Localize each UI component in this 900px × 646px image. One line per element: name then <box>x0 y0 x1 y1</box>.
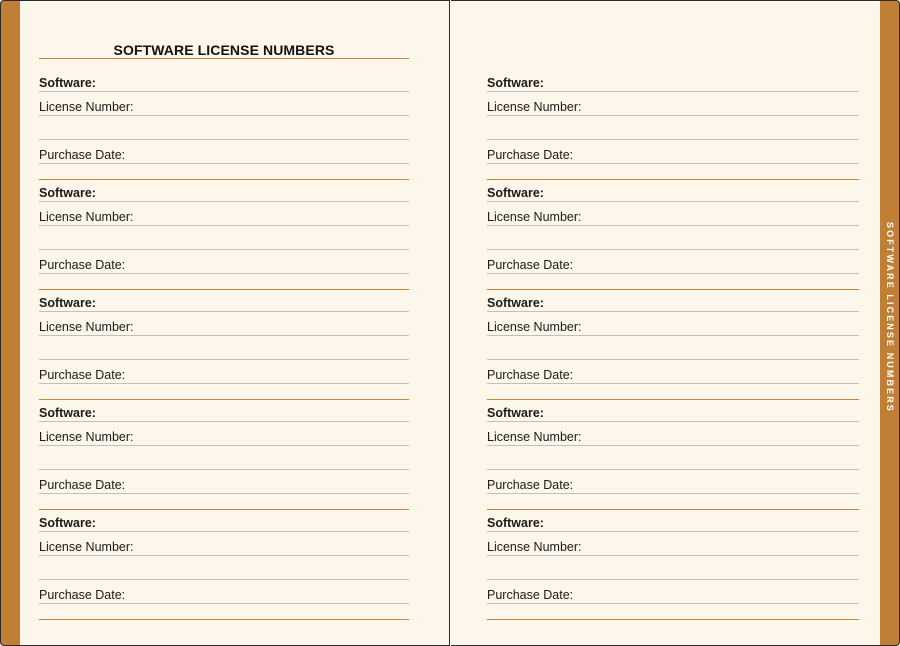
license-number-line <box>487 445 859 446</box>
software-line <box>39 421 409 422</box>
purchase-date-line <box>487 273 859 274</box>
left-page <box>20 0 450 646</box>
entry-divider <box>39 399 409 400</box>
entry-divider <box>39 619 409 620</box>
license-number-line <box>487 115 859 116</box>
license-number-line-2 <box>487 139 859 140</box>
purchase-date-line <box>39 383 409 384</box>
software-line <box>487 531 859 532</box>
purchase-date-label: Purchase Date: <box>39 368 126 382</box>
purchase-date-line <box>39 163 409 164</box>
software-label: Software: <box>487 296 544 310</box>
entry-divider <box>487 399 859 400</box>
software-label: Software: <box>39 516 96 530</box>
software-label: Software: <box>487 76 544 90</box>
purchase-date-line <box>487 493 859 494</box>
purchase-date-label: Purchase Date: <box>39 588 126 602</box>
software-line <box>39 91 409 92</box>
license-number-line <box>487 335 859 336</box>
license-number-label: License Number: <box>487 210 582 224</box>
software-label: Software: <box>39 406 96 420</box>
page-title: SOFTWARE LICENSE NUMBERS <box>113 42 335 58</box>
software-line <box>487 201 859 202</box>
license-number-line <box>39 335 409 336</box>
license-number-label: License Number: <box>39 100 134 114</box>
software-label: Software: <box>39 186 96 200</box>
license-number-line <box>487 225 859 226</box>
purchase-date-line <box>487 603 859 604</box>
license-number-line-2 <box>39 579 409 580</box>
license-number-line-2 <box>39 359 409 360</box>
purchase-date-label: Purchase Date: <box>487 258 574 272</box>
license-entry <box>39 71 409 181</box>
entry-divider <box>487 619 859 620</box>
license-number-line-2 <box>487 249 859 250</box>
software-line <box>39 531 409 532</box>
entry-divider <box>39 179 409 180</box>
software-label: Software: <box>487 406 544 420</box>
license-entry <box>39 401 409 511</box>
license-number-line-2 <box>487 359 859 360</box>
license-number-label: License Number: <box>39 540 134 554</box>
license-number-line-2 <box>39 139 409 140</box>
right-page <box>451 0 880 646</box>
software-label: Software: <box>39 76 96 90</box>
license-entry <box>487 181 859 291</box>
side-tab-label: SOFTWARE LICENSE NUMBERS <box>885 222 895 413</box>
entry-divider <box>487 289 859 290</box>
license-number-label: License Number: <box>487 540 582 554</box>
left-cover-edge <box>0 0 20 646</box>
license-number-line <box>39 115 409 116</box>
purchase-date-label: Purchase Date: <box>487 588 574 602</box>
license-entry <box>39 511 409 621</box>
license-number-line-2 <box>39 469 409 470</box>
license-number-line <box>39 555 409 556</box>
software-label: Software: <box>487 186 544 200</box>
software-line <box>39 311 409 312</box>
license-number-line-2 <box>39 249 409 250</box>
software-line <box>39 201 409 202</box>
license-number-label: License Number: <box>487 430 582 444</box>
license-number-line <box>39 225 409 226</box>
purchase-date-line <box>39 273 409 274</box>
software-line <box>487 91 859 92</box>
purchase-date-line <box>39 603 409 604</box>
entry-divider <box>39 509 409 510</box>
software-label: Software: <box>487 516 544 530</box>
purchase-date-label: Purchase Date: <box>39 478 126 492</box>
license-entry <box>487 401 859 511</box>
license-entry <box>39 291 409 401</box>
purchase-date-label: Purchase Date: <box>39 258 126 272</box>
entry-divider <box>487 179 859 180</box>
license-number-label: License Number: <box>39 320 134 334</box>
entry-divider <box>39 289 409 290</box>
license-number-label: License Number: <box>39 430 134 444</box>
entry-divider <box>487 509 859 510</box>
license-number-label: License Number: <box>487 320 582 334</box>
license-number-line <box>487 555 859 556</box>
software-label: Software: <box>39 296 96 310</box>
license-number-line-2 <box>487 469 859 470</box>
purchase-date-label: Purchase Date: <box>487 478 574 492</box>
license-number-label: License Number: <box>487 100 582 114</box>
license-entry <box>487 71 859 181</box>
purchase-date-label: Purchase Date: <box>487 148 574 162</box>
software-line <box>487 311 859 312</box>
license-number-line <box>39 445 409 446</box>
purchase-date-line <box>39 493 409 494</box>
license-number-label: License Number: <box>39 210 134 224</box>
purchase-date-label: Purchase Date: <box>487 368 574 382</box>
title-underline <box>39 58 409 59</box>
purchase-date-line <box>487 383 859 384</box>
license-entry <box>487 511 859 621</box>
license-number-line-2 <box>487 579 859 580</box>
license-entry <box>39 181 409 291</box>
purchase-date-label: Purchase Date: <box>39 148 126 162</box>
software-line <box>487 421 859 422</box>
purchase-date-line <box>487 163 859 164</box>
license-entry <box>487 291 859 401</box>
